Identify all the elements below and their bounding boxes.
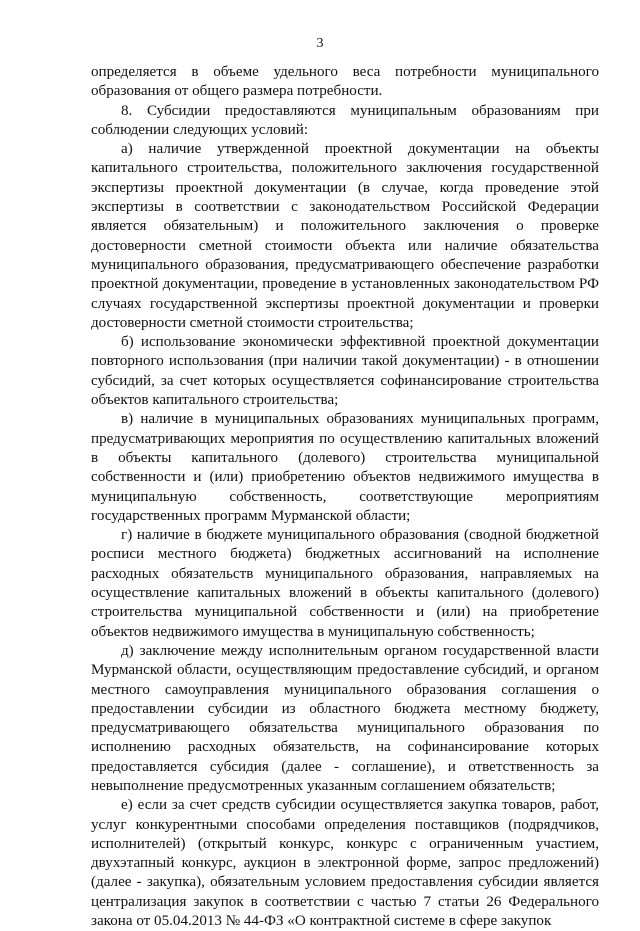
paragraph-subitem-d: д) заключение между исполнительным органом государственной власти Мурманской области, осуществляющим предоставление субсидий, и органом местного самоуправления муниципального образования соглашения о предоставлении субсидии из областного бюджета местному бюджету, предусматривающего обязательства муниципального образования по исполнению расходных обязательств, на софинансирование которых предоставляется субсидия (далее - соглашение), и ответственность за невыполнение предусмотренных указанным соглашением обязательств; xyxy=(91,642,599,794)
page-number: 3 xyxy=(316,36,324,51)
document-body xyxy=(91,63,599,931)
paragraph-subitem-a: а) наличие утвержденной проектной документации на объекты капитального строительства, положительного заключения государственной экспертизы проектной документации (в случае, когда проведение этой экспертизы в соответствии с законодательством Российской Федерации является обязательным) и положительного заключения о проверке достоверности сметной стоимости объекта или наличие обязательства муниципального образования, предусматривающего обеспечение разработки проектной документации, проведение в установленных законодательством РФ случаях государственной экспертизы проектной документации и проверки достоверности сметной стоимости строительства; xyxy=(91,141,599,331)
paragraph-subitem-e: е) если за счет средств субсидии осуществляется закупка товаров, работ, услуг конкурентными способами определения поставщиков (подрядчиков, исполнителей) (открытый конкурс, конкурс с ограниченным участием, двухэтапный конкурс, аукцион в электронной форме, запрос предложений) (далее - закупка), обязательным условием предоставления субсидии является централизация закупок в соответствии с частью 7 статьи 26 Федерального закона от 05.04.2013 № 44-ФЗ «О контрактной системе в сфере закупок xyxy=(91,797,599,930)
paragraph-subitem-b: б) использование экономически эффективной проектной документации повторного использования (при наличии такой документации) - в отношении субсидий, за счет которых осуществляется софинансирование строительства объектов капитального строительства; xyxy=(91,334,599,409)
paragraph-subitem-v: в) наличие в муниципальных образованиях муниципальных программ, предусматривающих мероприятия по осуществлению капитальных вложений в объекты капитального (долевого) строительства муниципальной собственности и (или) приобретению объектов недвижимого имущества в муниципальную собственность, соответствующие мероприятиям государственных программ Мурманской области; xyxy=(91,411,599,524)
paragraph-item-8: 8. Субсидии предоставляются муниципальным образованиям при соблюдении следующих условий: xyxy=(91,102,599,138)
paragraph-continuation: определяется в объеме удельного веса потребности муниципального образования от общего размера потребности. xyxy=(91,64,599,100)
paragraph-subitem-g: г) наличие в бюджете муниципального образования (сводной бюджетной росписи местного бюджета) бюджетных ассигнований на исполнение расходных обязательств муниципального образования, направляемых на осуществление капитальных вложений в объекты капитального (долевого) строительства муниципальной собственности и (или) на приобретение объектов недвижимого имущества в муниципальную собственность; xyxy=(91,527,599,640)
